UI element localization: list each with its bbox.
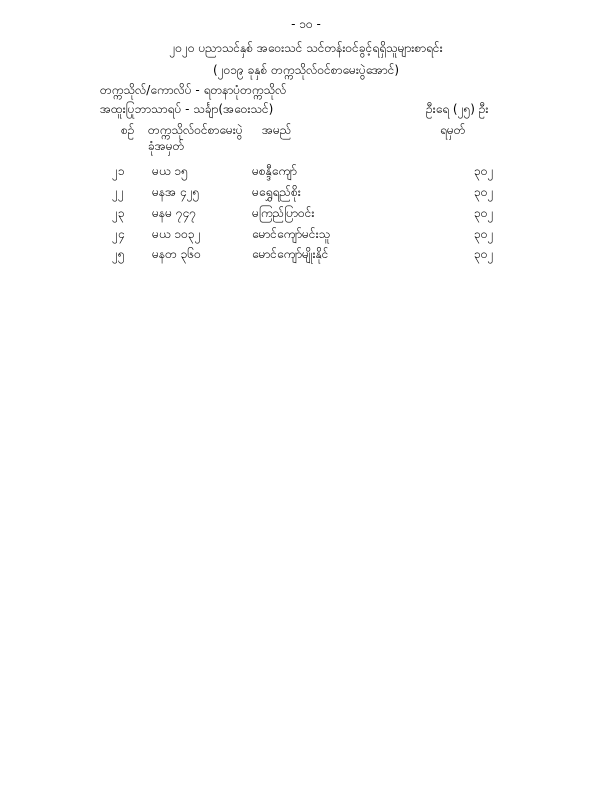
row-roll: မနမ ၇၄၇ <box>152 206 196 220</box>
row-marks: ၃၀၂ <box>474 206 494 220</box>
subject-line: အထူးပြုဘာသာရပ် - သင်္ချာ(အဝေးသင်) <box>100 102 274 116</box>
row-no: ၂၁ <box>112 164 125 178</box>
row-roll: မယ ၁၀၃၂ <box>152 227 201 241</box>
header-no: စဉ် <box>121 123 135 137</box>
row-roll: မနအ ၄၂၅ <box>152 185 200 199</box>
row-marks: ၃၀၂ <box>474 185 494 199</box>
row-name: မစန္ဒီကျော် <box>252 164 297 178</box>
row-no: ၂၂ <box>112 185 124 199</box>
row-marks: ၃၀၂ <box>474 227 494 241</box>
row-roll: မယ ၁၅ <box>152 164 188 178</box>
university-line: တက္ကသိုလ်/ကောလိပ် - ရတနာပုံတက္ကသိုလ် <box>100 83 287 97</box>
row-no: ၂၃ <box>112 206 125 220</box>
row-marks: ၃၀၂ <box>474 164 494 178</box>
header-marks: ရမှတ် <box>440 123 466 137</box>
row-name: မရွှေရည်စိုး <box>252 185 301 199</box>
student-count: ဦးရေ (၂၅) ဦး <box>426 102 489 116</box>
row-name: မကြည်ပြာဝင်း <box>252 206 315 220</box>
row-name: မောင်ကျော်မင်းသူ <box>252 227 331 241</box>
row-roll: မနတ ၃၆၀ <box>152 247 201 261</box>
row-name: မောင်ကျော်မျိုးနိုင် <box>252 247 329 261</box>
row-no: ၂၅ <box>112 247 125 261</box>
row-marks: ၃၀၂ <box>474 247 494 261</box>
header-roll: တက္ကသိုလ်ဝင်စာမေးပွဲ ခုံအမှတ် <box>148 123 243 153</box>
document-subtitle: (၂၀၁၉ ခုနှစ် တက္ကသိုလ်ဝင်စာမေးပွဲအောင်) <box>212 63 400 77</box>
page-number: - ၁၀ - <box>291 17 321 31</box>
header-name: အမည် <box>262 123 292 137</box>
document-title: ၂၀၂၀ ပညာသင်နှစ် အဝေးသင် သင်တန်းဝင်ခွင့်ရရှိသူများစာရင်း <box>169 41 443 55</box>
row-no: ၂၄ <box>112 227 125 241</box>
